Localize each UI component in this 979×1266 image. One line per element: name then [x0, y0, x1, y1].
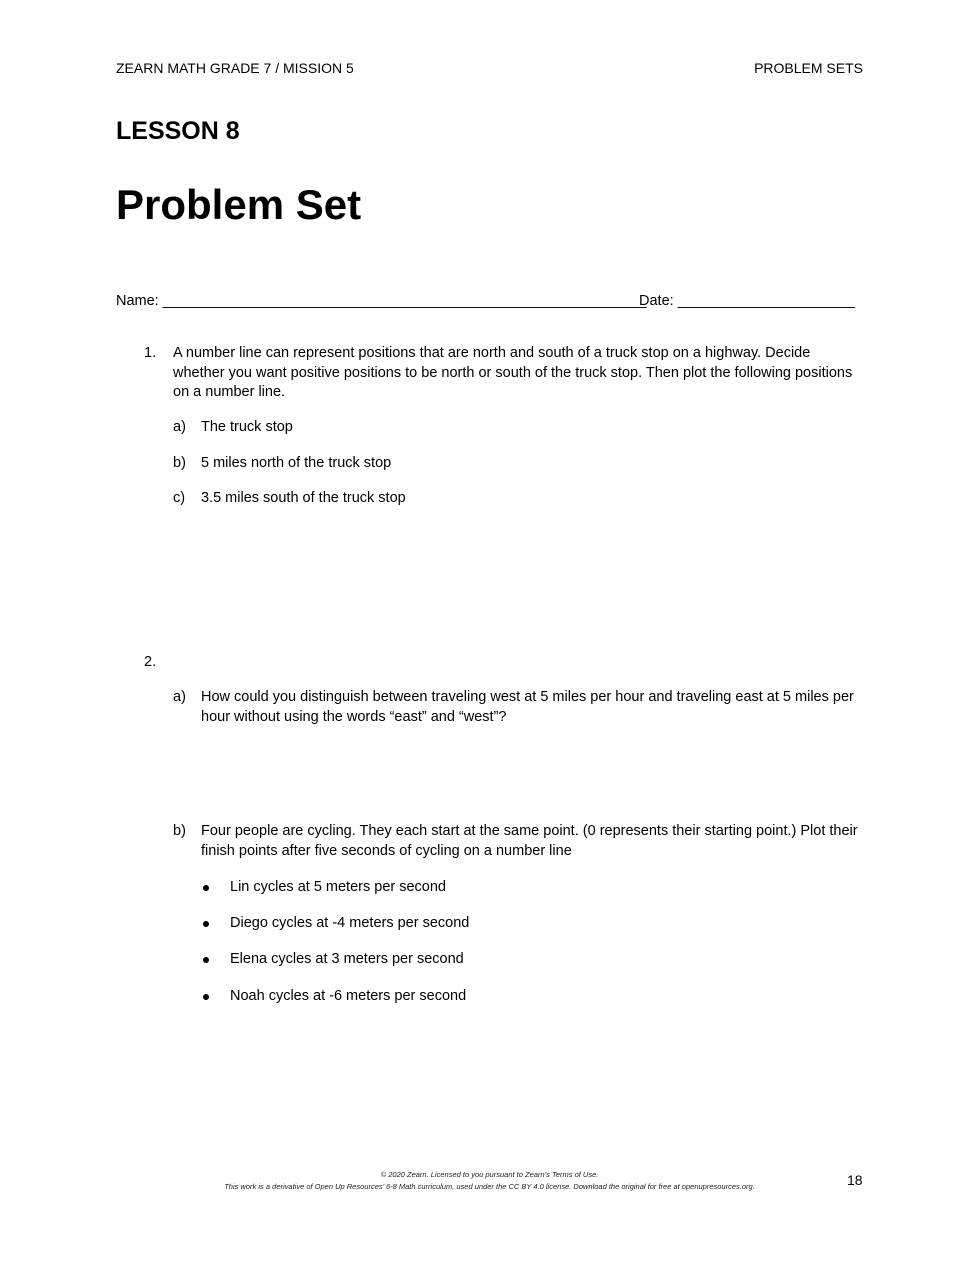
name-field: Name: ____________________________________________________________	[116, 293, 647, 309]
problem-1b-label: b)	[173, 455, 186, 471]
bullet-item-diego: Diego cycles at -4 meters per second	[230, 915, 470, 931]
header-section-title: PROBLEM SETS	[754, 60, 863, 76]
problem-2b-label: b)	[173, 823, 186, 839]
problem-1c-text: 3.5 miles south of the truck stop	[201, 490, 406, 506]
problem-1a-text: The truck stop	[201, 419, 293, 435]
problem-1-text: A number line can represent positions that are north and south of a truck stop on a highway. Decide whether you want positive positions to be north or south of the truck stop. Then plot the following positions on a number line.	[173, 345, 853, 400]
date-field: Date: ______________________	[639, 293, 856, 309]
problem-1c-label: c)	[173, 490, 186, 506]
page-title: Problem Set	[116, 181, 362, 228]
lesson-heading: LESSON 8	[116, 117, 240, 145]
bullet-item-lin: Lin cycles at 5 meters per second	[230, 879, 446, 895]
page-number: 18	[847, 1172, 863, 1188]
footer-license: This work is a derivative of Open Up Resources’ 6-8 Math curriculum, used under the CC BY 4.0 license. Download the original for free at openupresources.org.	[224, 1182, 755, 1191]
bullet-icon	[203, 994, 209, 1000]
problem-2a-label: a)	[173, 689, 186, 705]
problem-2b-text: Four people are cycling. They each start at the same point. (0 represents their starting point.) Plot their finish points after five seconds of cycling on a number line	[201, 823, 858, 859]
bullet-icon	[203, 921, 209, 927]
bullet-icon	[203, 957, 209, 963]
problem-1-number: 1.	[144, 345, 157, 361]
header-course-title: ZEARN MATH GRADE 7 / MISSION 5	[116, 60, 354, 76]
problem-1b-text: 5 miles north of the truck stop	[201, 455, 392, 471]
problem-2-number: 2.	[144, 654, 157, 670]
problem-2a-text: How could you distinguish between traveling west at 5 miles per hour and traveling east at 5 miles per hour without using the words “east” and “west”?	[201, 689, 854, 725]
footer-copyright: © 2020 Zearn. Licensed to you pursuant to Zearn’s Terms of Use.	[380, 1170, 599, 1179]
problem-1a-label: a)	[173, 419, 186, 435]
bullet-icon	[203, 885, 209, 891]
bullet-item-elena: Elena cycles at 3 meters per second	[230, 951, 464, 967]
bullet-item-noah: Noah cycles at -6 meters per second	[230, 988, 467, 1004]
